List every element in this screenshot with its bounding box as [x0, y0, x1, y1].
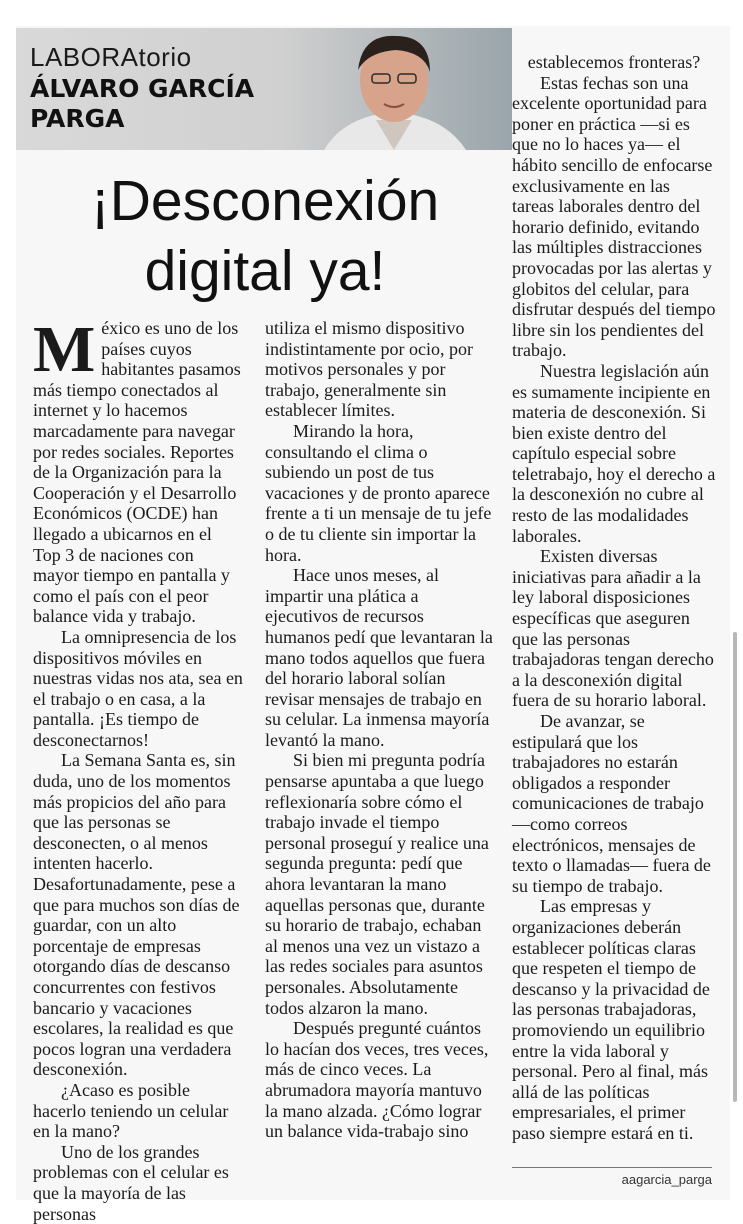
author-handle: aagarcia_parga — [621, 1172, 712, 1187]
author-name: ÁLVARO GARCÍA PARGA — [30, 74, 255, 133]
top-margin — [16, 0, 730, 26]
article-column-2 — [265, 318, 493, 1142]
paragraph: La Semana Santa es, sin duda, uno de los momentos más propicios del año para que las personas se desconecten, o al menos intenten hacerlo. Desafortunadamente, pese a que para muchos son días de guardar, con un alto porcentaje de empresas otorgando días de descanso concurrentes con festivos bancario y vacaciones escolares, la realidad es que pocos logran una verdadera desconexión. — [33, 750, 240, 1080]
paragraph: Si bien mi pregunta podría pensarse apuntaba a que luego reflexionaría sobre cómo el trabajo invade el tiempo personal proseguí y realice una segunda pregunta: pedí que ahora levantaran la mano aquellas personas que, durante su horario de trabajo, echaban al menos una vez un vistazo a las redes sociales para asuntos personales. Absolutamente todos alzaron la mano. — [265, 750, 489, 1018]
paragraph — [33, 313, 243, 627]
scrollbar[interactable] — [733, 632, 737, 1102]
signature-divider — [512, 1167, 712, 1168]
paragraph: Existen diversas iniciativas para añadir a la ley laboral disposiciones específicas que aseguren que las personas trabajadoras tengan derecho a la desconexión digital fuera de su horario laboral. — [512, 546, 714, 711]
paragraph: Hace unos meses, al impartir una plática a ejecutivos de recursos humanos pedí que levantaran la mano todos aquellos que fuera del horario laboral solían revisar mensajes de trabajo en su celular. La inmensa mayoría levantó la mano. — [265, 565, 493, 750]
article-column-1 — [33, 313, 243, 1224]
paragraph: Uno de los grandes problemas con el celular es que la mayoría de las personas — [33, 1141, 229, 1224]
paragraph: Mirando la hora, consultando el clima o subiendo un post de tus vacaciones y de pronto aparece frente a ti un mensaje de tu jefe o de tu cliente sin importar la hora. — [265, 420, 492, 565]
paragraph: Las empresas y organizaciones deberán establecer políticas claras que respeten el tiempo de descanso y la privacidad de las personas trabajadoras, promoviendo un equilibrio entre la vida laboral y personal. Pero al final, más allá de las políticas empresariales, el primer paso siempre estará en ti. — [512, 896, 710, 1143]
section-kicker: LABORAtorio — [30, 42, 192, 72]
paragraph: La omnipresencia de los dispositivos móviles en nuestras vidas nos ata, sea en el trabajo o en casa, a la pantalla. ¡Es tiempo de desconectarnos! — [33, 626, 243, 750]
column-header — [16, 28, 512, 150]
author-portrait — [284, 28, 512, 150]
drop-cap: M — [33, 313, 96, 386]
paragraph: establecemos fronteras? — [527, 52, 701, 72]
paragraph: Estas fechas son una excelente oportunidad para poner en práctica —si es que no lo haces ya— el hábito sencillo de enfocarse exclusivamente en las tareas laborales dentro del horario definido, evitando las múltiples distracciones provocadas por las alertas y globitos del celular, para disfrutar después del tiempo libre sin los pendientes del trabajo. — [512, 72, 716, 361]
paragraph: Nuestra legislación aún es sumamente incipiente en materia de desconexión. Si bien existe dentro del capítulo especial sobre teletrabajo, hoy el derecho a la desconexión no cubre al resto de las modalidades laborales. — [512, 360, 716, 546]
paragraph: De avanzar, se estipulará que los trabajadores no estarán obligados a responder comunicaciones de trabajo —como correos electrónicos, mensajes de texto o llamadas— fuera de su tiempo de trabajo. — [512, 711, 711, 896]
headline: ¡Desconexión digital ya! — [90, 169, 440, 303]
paragraph: Después pregunté cuántos lo hacían dos veces, tres veces, más de cinco veces. La abrumadora mayoría mantuvo la mano alzada. ¿Cómo lograr un balance vida-trabajo sino — [265, 1018, 489, 1142]
paragraph-text: éxico es uno de los países cuyos habitantes pasamos más tiempo conectados al internet y lo hacemos marcadamente para navegar por redes sociales. Reportes de la Organización para la Cooperación y el Desarrollo Económicos (OCDE) han llegado a ubicarnos en el Top 3 de naciones con mayor tiempo en pantalla y como el país con el peor balance vida y trabajo. — [33, 318, 241, 627]
article-column-3 — [512, 52, 716, 1143]
paragraph: ¿Acaso es posible hacerlo teniendo un celular en la mano? — [33, 1079, 229, 1142]
paragraph: utiliza el mismo dispositivo indistintamente por ocio, por motivos personales y por trabajo, generalmente sin establecer límites. — [265, 318, 473, 421]
